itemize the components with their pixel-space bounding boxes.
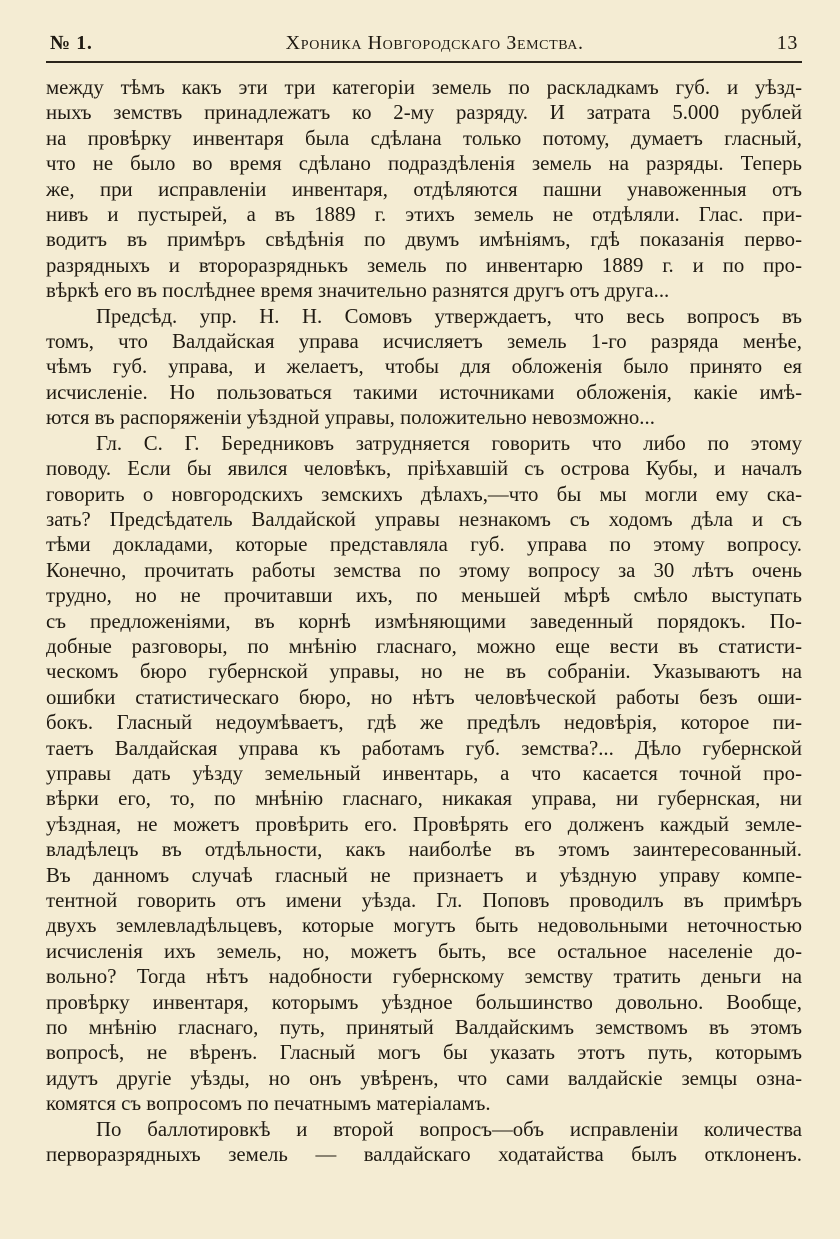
document-page	[46, 26, 802, 1167]
text-line: вѣрки его, то, по мнѣнію гласнаго, никакая управа, ни губернская, ни	[46, 787, 802, 811]
text-line: тѣми докладами, которые представляла губ. управа по этому вопросу.	[46, 533, 802, 557]
text-line: зать? Предсѣдатель Валдайской управы незнакомъ съ ходомъ дѣла и съ	[46, 507, 802, 531]
issue-number: № 1.	[50, 32, 93, 54]
text-line: же, при исправленіи инвентаря, отдѣляются пашни унавоженныя отъ	[46, 177, 802, 201]
text-line: вольно? Тогда нѣтъ надобности губернскому земству тратить деньги на	[46, 965, 802, 989]
text-line: тентной говорить отъ имени уѣзда. Гл. Поповъ проводилъ въ примѣръ	[46, 889, 802, 912]
text-line: на провѣрку инвентаря была сдѣлана только потому, думаетъ гласный,	[46, 126, 802, 150]
text-line: Конечно, прочитать работы земства по этому вопросу за 30 лѣтъ очень	[46, 558, 802, 582]
text-line: разрядныхъ и второразряднькъ земель по инвентарю 1889 г. и по про-	[46, 253, 802, 277]
text-line: Предсѣд. упр. Н. Н. Сомовъ утверждаетъ, что весь вопросъ въ	[96, 304, 802, 328]
text-line: перворазрядныхъ земель — валдайскаго ходатайства былъ отклоненъ.	[46, 1143, 802, 1167]
text-line: ются въ распоряженіи уѣздной управы, положительно невозможно...	[46, 406, 655, 430]
text-line: ошибки статистическаго бюро, но нѣтъ человѣческой работы безъ оши-	[46, 685, 802, 709]
running-header	[46, 26, 802, 61]
text-line: вѣркѣ его въ послѣднее время значительно разнятся другъ отъ друга...	[46, 279, 670, 303]
text-line: водитъ въ примѣръ свѣдѣнія по двумъ имѣніямъ, гдѣ показанія перво-	[46, 228, 802, 252]
text-line: таетъ Валдайская управа къ работамъ губ. земства?... Дѣло губернской	[46, 736, 802, 760]
journal-title: Хроника Новгородскаго Земства.	[285, 32, 584, 54]
text-line: нивъ и пустырей, а въ 1889 г. этихъ земель не отдѣляли. Глас. при-	[46, 203, 802, 227]
text-line: томъ, что Валдайская управа исчисляетъ земель 1-го разряда менѣе,	[46, 330, 802, 354]
text-line: идутъ другіе уѣзды, но онъ увѣренъ, что сами валдайскіе земцы озна-	[46, 1066, 802, 1090]
text-line: исчисленія ихъ земель, но, можетъ быть, все остальное населеніе до-	[46, 939, 802, 963]
text-line: ческомъ бюро губернской управы, но не въ собраніи. Указываютъ на	[46, 660, 802, 684]
header-rule	[46, 61, 802, 63]
text-line: съ предложеніями, въ корнѣ измѣняющими заведенный порядокъ. По-	[46, 609, 802, 633]
text-line: между тѣмъ какъ эти три категоріи земель по раскладкамъ губ. и уѣзд-	[46, 76, 802, 99]
text-line: владѣлецъ въ отдѣльности, какъ наиболѣе въ этомъ заинтересованный.	[46, 838, 802, 862]
text-line: бокъ. Гласный недоумѣваетъ, гдѣ же предѣлъ недовѣрія, которое пи-	[46, 711, 802, 735]
text-line: чѣмъ губ. управа, и желаетъ, чтобы для обложенія было принято ея	[46, 355, 802, 379]
text-line: управы дать уѣзду земельный инвентарь, а что касается точной про-	[46, 761, 802, 785]
text-line: ныхъ земствъ принадлежатъ ко 2-му разряду. И затрата 5.000 рублей	[46, 101, 802, 125]
text-line: говорить о новгородскихъ земскихъ дѣлахъ,—что бы мы могли ему ска-	[46, 482, 802, 506]
text-line: Гл. С. Г. Бередниковъ затрудняется говорить что либо по этому	[96, 431, 802, 455]
text-line: по мнѣнію гласнаго, путь, принятый Валдайскимъ земствомъ въ этомъ	[46, 1016, 802, 1040]
text-line: что не было во время сдѣлано подраздѣленія земель на разряды. Теперь	[46, 152, 802, 176]
body-text	[46, 75, 802, 1167]
text-line: двухъ землевладѣльцевъ, которые могутъ быть недовольными неточностью	[46, 914, 802, 938]
text-line: вопросѣ, не вѣренъ. Гласный могъ бы указать этотъ путь, которымъ	[46, 1041, 802, 1065]
text-line: По баллотировкѣ и второй вопросъ—объ исправленіи количества	[96, 1117, 802, 1141]
text-line: добные разговоры, по мнѣнію гласнаго, можно еще вести въ статисти-	[46, 634, 802, 658]
text-line: поводу. Если бы явился человѣкъ, пріѣхавшій съ острова Кубы, и началъ	[46, 457, 802, 481]
page-number: 13	[776, 32, 798, 54]
text-line: комятся съ вопросомъ по печатнымъ матеріаламъ.	[46, 1092, 491, 1116]
text-line: уѣздная, не можетъ провѣрить его. Провѣрять его долженъ каждый земле-	[46, 812, 802, 836]
text-line: трудно, но не прочитавши ихъ, по меньшей мѣрѣ смѣло выступать	[46, 584, 802, 608]
text-line: провѣрку инвентаря, которымъ уѣздное большинство довольно. Вообще,	[46, 990, 802, 1014]
text-line: Въ данномъ случаѣ гласный не признаетъ и уѣздную управу компе-	[46, 863, 802, 887]
text-line: исчисленіе. Но пользоваться такими источниками обложенія, какіе имѣ-	[46, 380, 802, 404]
